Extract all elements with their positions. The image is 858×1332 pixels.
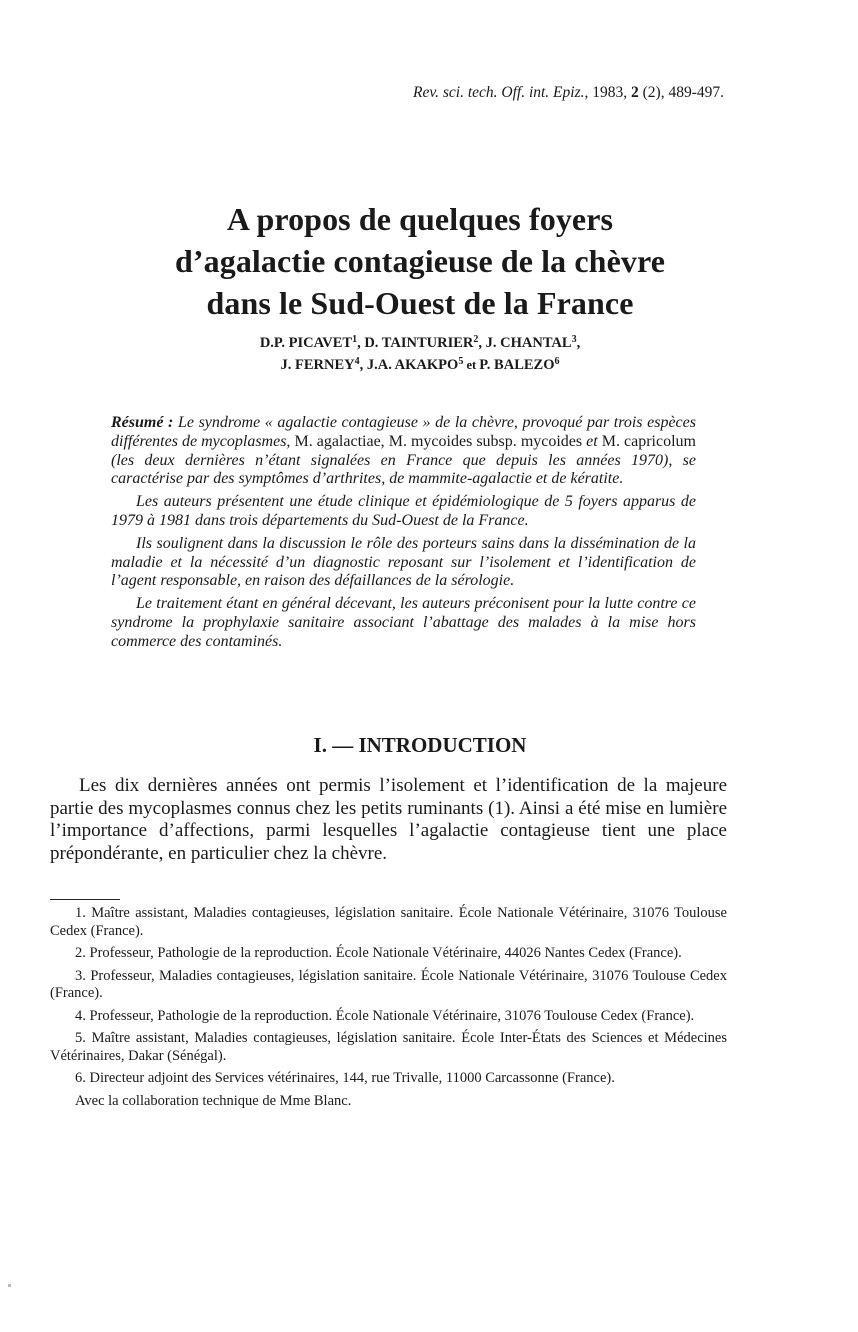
species-name: M. agalactiae, M. mycoides subsp. mycoides: [294, 432, 583, 450]
abstract-text: (les deux dernières n’étant signalées en France que depuis les années 1970), se caractérise par des symptômes d’arthrites, de mammite-agalactie et de kératite.: [111, 451, 696, 488]
journal-year: 1983: [592, 84, 624, 101]
footnote: 6. Directeur adjoint des Services vétérinaires, 144, rue Trivalle, 11000 Carcassonne (France).: [75, 1070, 615, 1086]
abstract-paragraph: Les auteurs présentent une étude clinique et épidémiologique de 5 foyers apparus de 1979 à 1981 dans trois départements du Sud-Ouest de la France.: [111, 493, 696, 529]
author-separator: ,: [357, 335, 365, 351]
abstract-paragraph: Le traitement étant en général décevant, les auteurs préconisent pour la lutte contre ce syndrome la prophylaxie sanitaire associant l’abattage des malades à la mise hors commerce des contaminés.: [111, 595, 696, 650]
species-name: M. capricolum: [601, 432, 696, 450]
author-note-ref: 2: [473, 334, 479, 345]
footnote: 5. Maître assistant, Maladies contagieuses, législation sanitaire. École Inter-États des Sciences et Médecines Vétérinaires, Dakar (Sénégal).: [50, 1030, 727, 1064]
footnote-divider: [50, 899, 120, 900]
footnote: 4. Professeur, Pathologie de la reproduction. École Nationale Vétérinaire, 31076 Toulouse Cedex (France).: [75, 1007, 695, 1024]
footnotes: [50, 905, 727, 1115]
section-heading: I. — INTRODUCTION: [313, 733, 527, 757]
author-name: J.A. AKAKPO: [366, 357, 459, 373]
author-separator: ,: [359, 357, 367, 373]
abstract-paragraph: [111, 414, 696, 489]
journal-name: Rev. sci. tech. Off. int. Epiz.: [413, 84, 585, 101]
abstract-text: Le syndrome « agalactie contagieuse » de la chèvre, provoqué par trois espèces différentes de mycoplasmes,: [111, 414, 696, 450]
author-note-ref: 1: [352, 334, 358, 345]
author-note-ref: 4: [354, 356, 360, 367]
author-name: J. CHANTAL: [485, 335, 572, 351]
abstract-label: Résumé :: [111, 414, 174, 431]
body-text: [50, 775, 727, 865]
scan-artifact: [8, 1284, 11, 1287]
abstract: [111, 414, 696, 656]
author-name: P. BALEZO: [479, 357, 555, 373]
author-name: D.P. PICAVET: [259, 335, 353, 351]
author-note-ref: 3: [571, 334, 577, 345]
journal-pages: 489-497.: [668, 84, 724, 101]
abstract-text: et: [582, 432, 602, 450]
journal-volume: 2: [631, 84, 639, 101]
footnote: 2. Professeur, Pathologie de la reproduction. École Nationale Vétérinaire, 44026 Nantes Cedex (France).: [75, 945, 682, 961]
acknowledgement: Avec la collaboration technique de Mme Blanc.: [75, 1092, 352, 1109]
journal-issue: (2): [642, 84, 661, 101]
author-line: [80, 332, 760, 354]
body-paragraph: Les dix dernières années ont permis l’isolement et l’identification de la majeure partie des mycoplasmes connus chez les petits ruminants (1). Ainsi a été mise en lumière l’importance d’affections, parmi lesquelles l’agalactie contagieuse tient une place prépondérante, en particulier chez la chèvre.: [50, 775, 727, 864]
author-line: [80, 354, 760, 376]
author-name: D. TAINTURIER: [364, 335, 474, 351]
author-separator: et: [463, 358, 480, 372]
footnote: 3. Professeur, Maladies contagieuses, législation sanitaire. École Nationale Vétérinaire, 31076 Toulouse Cedex (France).: [50, 967, 727, 1001]
footnote: 1. Maître assistant, Maladies contagieuses, législation sanitaire. École Nationale Vétérinaire, 31076 Toulouse Cedex (France).: [50, 905, 727, 939]
author-note-ref: 5: [458, 356, 464, 367]
author-name: J. FERNEY: [280, 357, 355, 373]
journal-citation: Rev. sci. tech. Off. int. Epiz., 1983, 2 (2), 489-497.: [413, 84, 724, 101]
author-list: [80, 332, 760, 376]
author-note-ref: 6: [554, 356, 560, 367]
author-separator: ,: [576, 335, 581, 351]
title-line: A propos de quelques foyers: [226, 201, 614, 237]
author-separator: ,: [478, 335, 486, 351]
title-line: d’agalactie contagieuse de la chèvre: [174, 243, 666, 279]
article-title: [80, 198, 760, 324]
title-line: dans le Sud-Ouest de la France: [206, 285, 634, 321]
abstract-paragraph: Ils soulignent dans la discussion le rôle des porteurs sains dans la dissémination de la maladie et la nécessité d’un diagnostic reposant sur l’isolement et l’identification de l’agent responsable, en raison des défaillances de la sérologie.: [111, 534, 696, 590]
